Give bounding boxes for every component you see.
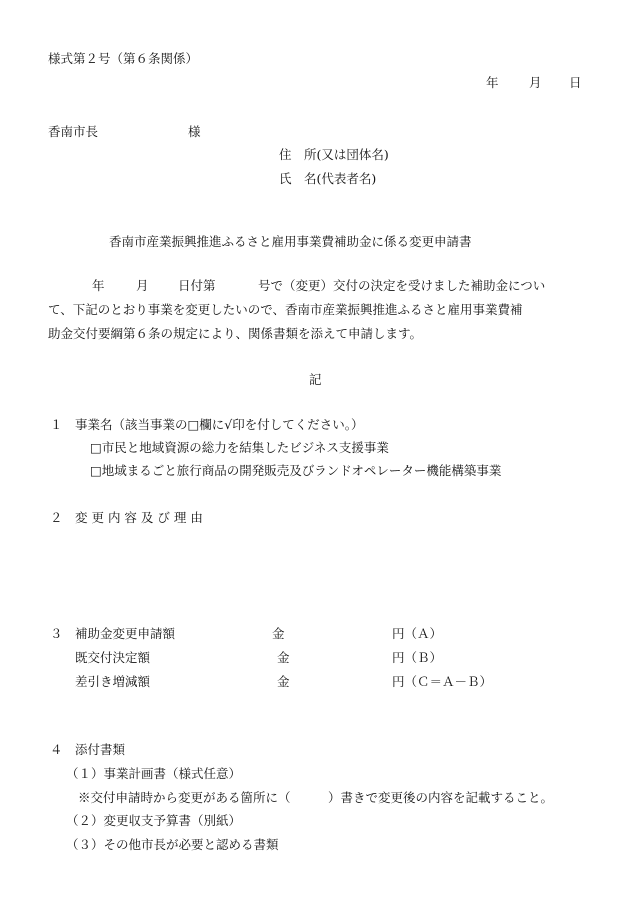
amount-row-label: 既交付決定額 xyxy=(75,650,151,665)
addressee-name: 香南市長 xyxy=(48,124,99,139)
document-title: 香南市産業振興推進ふるさと雇用事業費補助金に係る変更申請書 xyxy=(109,234,472,249)
amount-row-label: 補助金変更申請額 xyxy=(75,626,176,641)
section4-heading: 添付書類 xyxy=(75,742,126,757)
amount-row-unit: 円（Ｂ） xyxy=(392,650,443,665)
attachment-note: ※交付申請時から変更がある箇所に（ ）書きで変更後の内容を記載すること。 xyxy=(78,790,554,805)
amount-row-kin: 金 xyxy=(277,650,290,665)
section1-option-1: □市民と地域資源の総力を結集したビジネス支援事業 xyxy=(90,440,389,455)
section1-option-2: □地域まるごと旅行商品の開発販売及びランドオペレーター機能構築事業 xyxy=(90,463,502,478)
amount-row-kin: 金 xyxy=(272,626,285,641)
date-month: 月 xyxy=(529,75,542,90)
section4-number: ４ xyxy=(50,742,63,757)
date-year: 年 xyxy=(486,75,499,90)
intro-year: 年 xyxy=(92,278,105,293)
intro-month: 月 xyxy=(136,278,149,293)
intro-line-1 xyxy=(0,280,630,294)
section1-number: １ xyxy=(50,417,63,432)
applicant-name-label: 氏 名(代表者名) xyxy=(279,171,377,186)
amount-row-label: 差引き増減額 xyxy=(75,674,151,689)
intro-line-3: 助金交付要綱第６条の規定により、関係書類を添えて申請します。 xyxy=(48,326,423,341)
attachment-item: （１）事業計画書（様式任意） xyxy=(66,766,242,781)
addressee xyxy=(48,126,98,139)
intro-rest: 号で（変更）交付の決定を受けました補助金につい xyxy=(258,278,546,293)
section3-number: ３ xyxy=(50,626,63,641)
amount-row-unit: 円（Ａ） xyxy=(392,626,443,641)
attachment-item: （２）変更収支予算書（別紙） xyxy=(66,813,242,828)
amount-row-unit: 円（Ｃ＝Ａ－Ｂ） xyxy=(392,674,493,689)
intro-day-ref: 日付第 xyxy=(178,278,216,293)
intro-line-2: て、下記のとおり事業を変更したいので、香南市産業振興推進ふるさと雇用事業費補 xyxy=(48,302,523,317)
amount-row-kin: 金 xyxy=(277,674,290,689)
addressee-honorific: 様 xyxy=(188,124,201,139)
form-number: 様式第２号（第６条関係） xyxy=(48,51,199,66)
applicant-address-label: 住 所(又は団体名) xyxy=(279,147,389,162)
section1-heading: 事業名（該当事業の□欄に√印を付してください。） xyxy=(75,417,364,432)
attachment-item: （３）その他市長が必要と認める書類 xyxy=(66,837,279,852)
section2-number: ２ xyxy=(50,510,63,525)
ki-heading: 記 xyxy=(309,372,322,387)
section2-heading: 変 更 内 容 及 び 理 由 xyxy=(75,510,203,525)
date-line xyxy=(0,77,630,91)
date-day: 日 xyxy=(569,75,582,90)
